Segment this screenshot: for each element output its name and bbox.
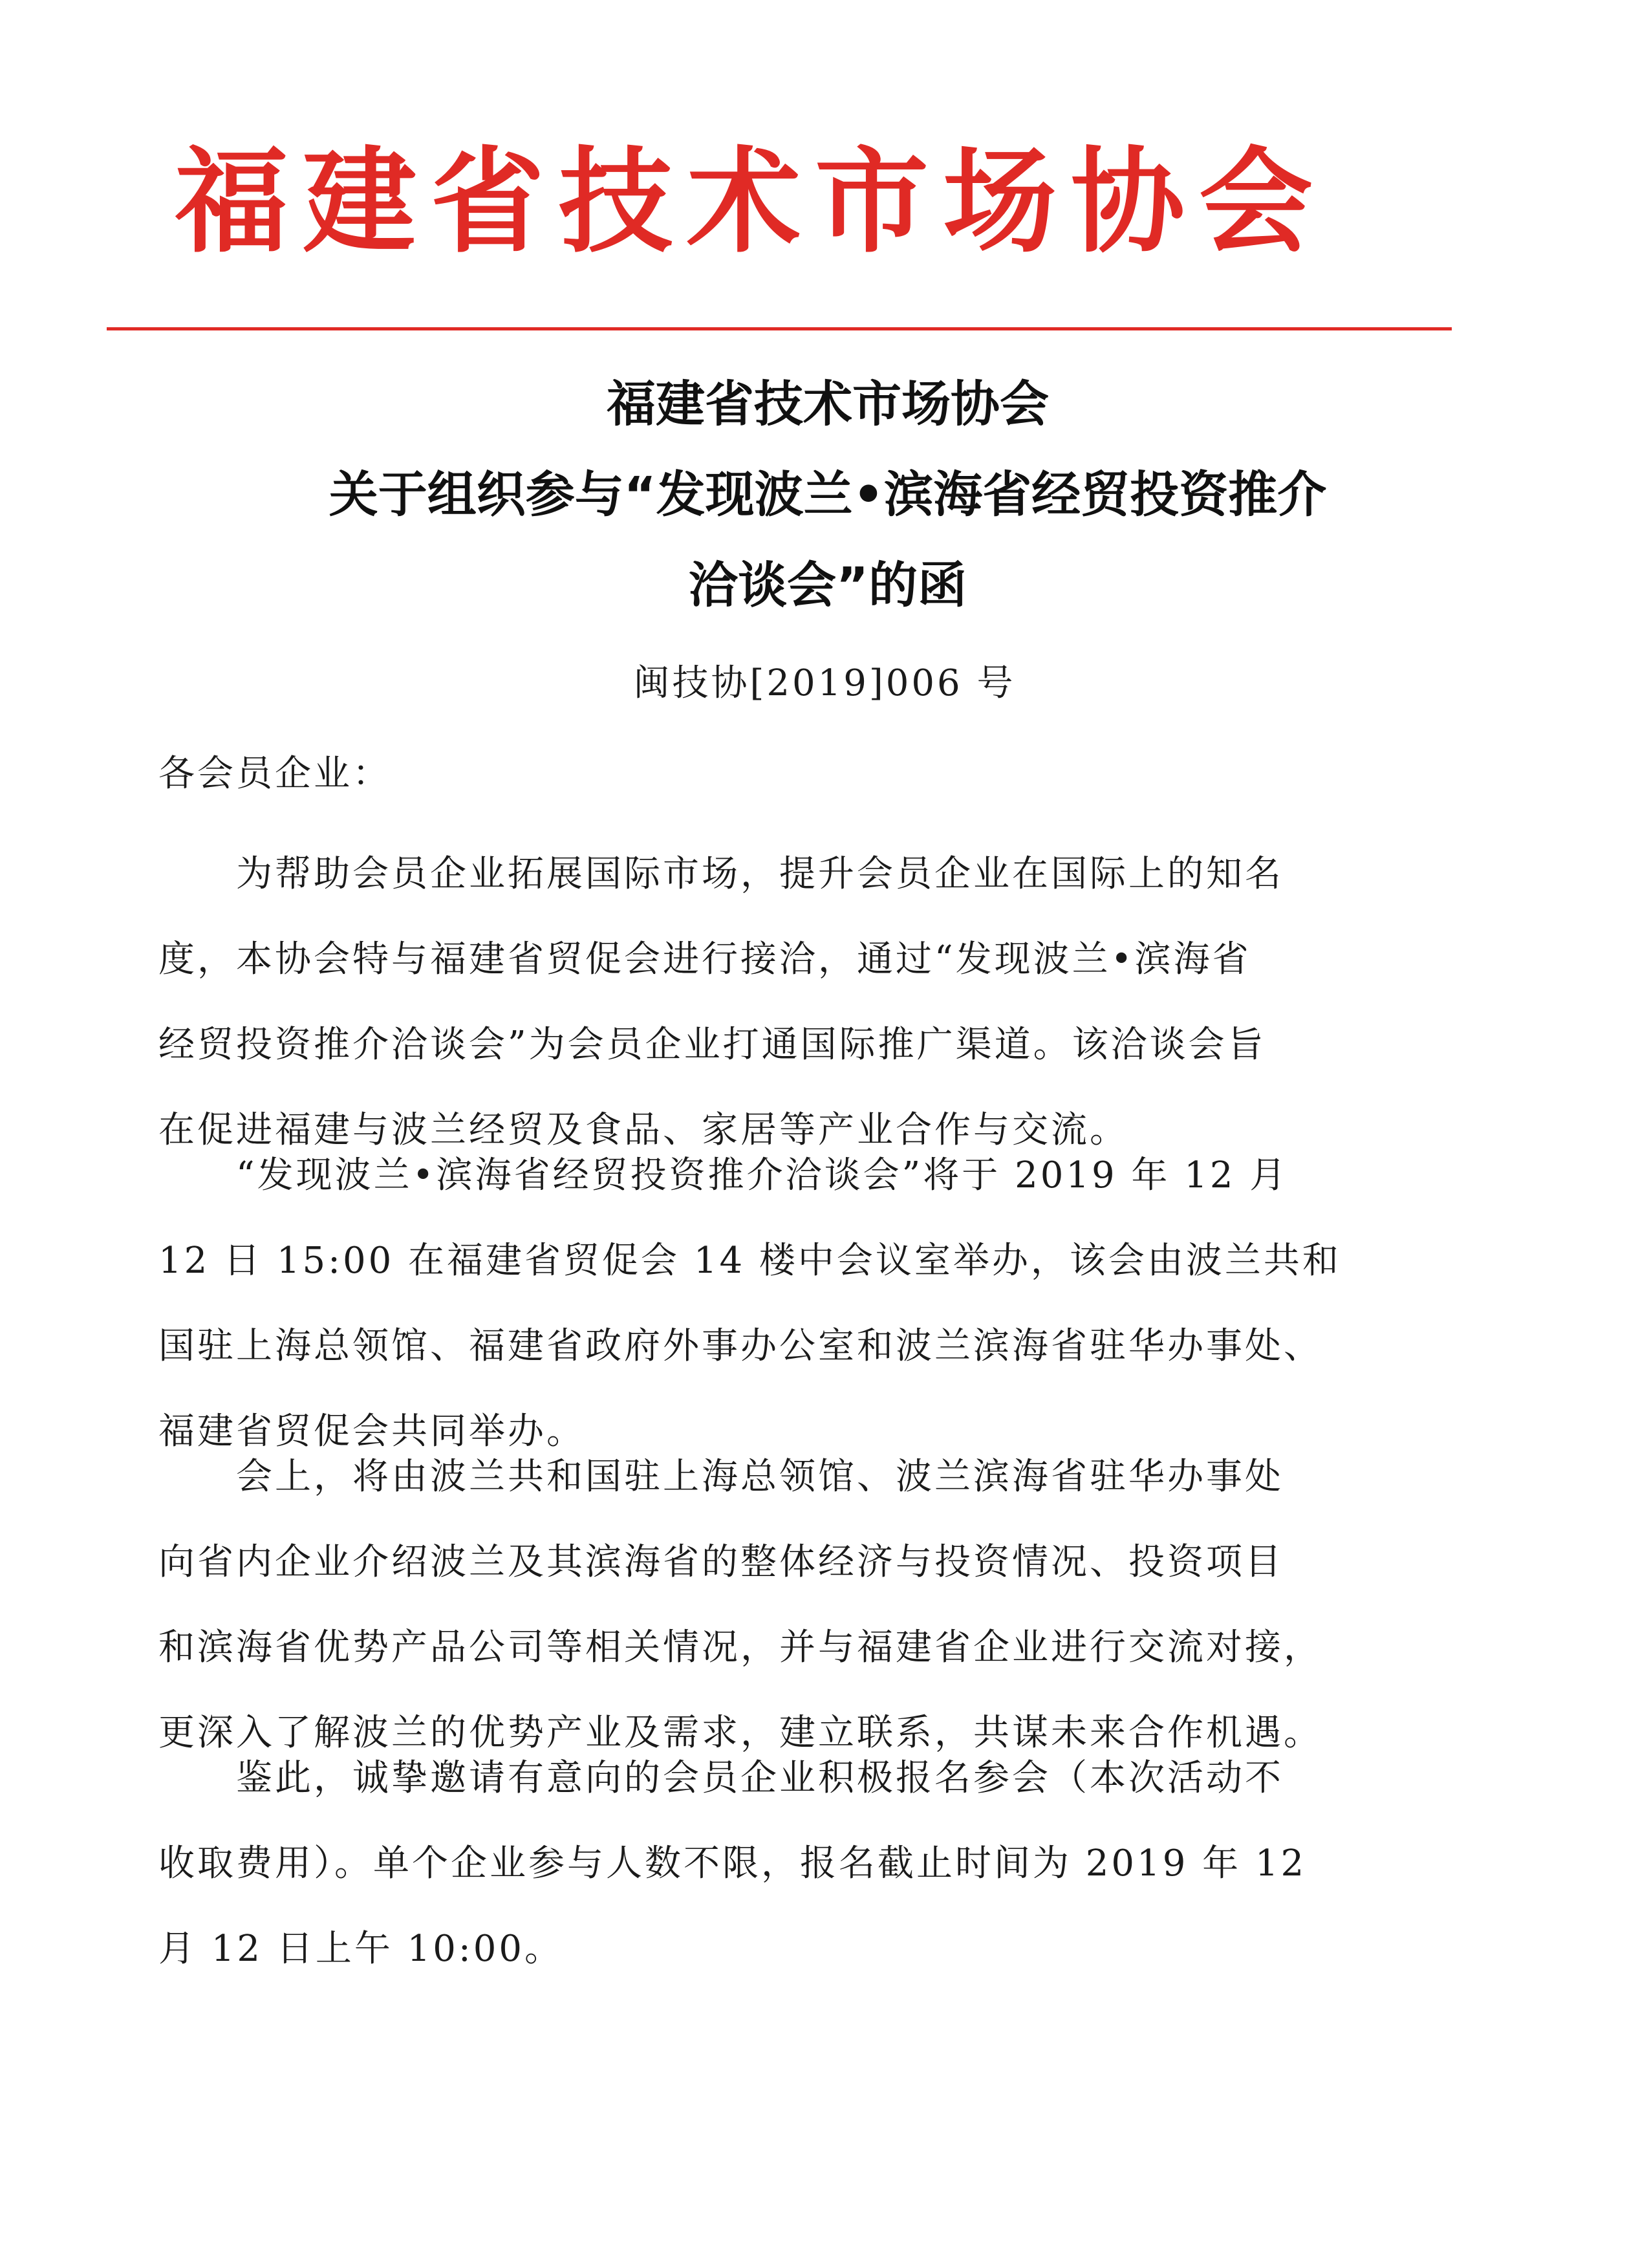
paragraph-4	[158, 1736, 1410, 1992]
text-line: 国驻上海总领馆、福建省政府外事办公室和波兰滨海省驻华办事处、	[158, 1325, 1322, 1367]
text-line: 在促进福建与波兰经贸及食品、家居等产业合作与交流。	[158, 1109, 1128, 1151]
letterhead-divider	[107, 327, 1452, 330]
paragraph-2	[158, 1133, 1410, 1474]
text-line: 12 日 15:00 在福建省贸促会 14 楼中会议室举办，该会由波兰共和	[158, 1240, 1341, 1282]
text-line: 收取费用）。单个企业参与人数不限，报名截止时间为 2019 年 12	[158, 1842, 1307, 1885]
text-line: 福建省贸促会共同举办。	[158, 1410, 585, 1453]
text-line: 和滨海省优势产品公司等相关情况，并与福建省企业进行交流对接，	[158, 1626, 1322, 1669]
title-line: 关于组织参与“发现波兰•滨海省经贸投资推介	[329, 466, 1327, 523]
text-line: 向省内企业介绍波兰及其滨海省的整体经济与投资情况、投资项目	[158, 1541, 1284, 1583]
text-line: 为帮助会员企业拓展国际市场，提升会员企业在国际上的知名	[158, 853, 1284, 895]
paragraph-1	[158, 832, 1410, 1173]
document-title	[107, 359, 1549, 631]
text-line: “发现波兰•滨海省经贸投资推介洽谈会”将于 2019 年 12 月	[158, 1154, 1289, 1196]
text-line: 鉴此，诚挚邀请有意向的会员企业积极报名参会（本次活动不	[158, 1757, 1284, 1799]
salutation: 各会员企业：	[158, 753, 391, 795]
document-number: 闽技协[2019]006 号	[633, 662, 1016, 704]
text-line: 月 12 日上午 10:00。	[158, 1928, 564, 1970]
paragraph-3	[158, 1434, 1410, 1776]
text-line: 会上，将由波兰共和国驻上海总领馆、波兰滨海省驻华办事处	[158, 1456, 1284, 1498]
text-line: 更深入了解波兰的优势产业及需求，建立联系，共谋未来合作机遇。	[158, 1712, 1322, 1754]
title-line: 洽谈会”的函	[689, 556, 967, 614]
title-line: 福建省技术市场协会	[607, 375, 1049, 433]
letterhead-org-name: 福建省技术市场协会	[175, 136, 1328, 268]
text-line: 度，本协会特与福建省贸促会进行接洽，通过“发现波兰•滨海省	[158, 938, 1251, 980]
text-line: 经贸投资推介洽谈会”为会员企业打通国际推广渠道。该洽谈会旨	[158, 1024, 1266, 1066]
